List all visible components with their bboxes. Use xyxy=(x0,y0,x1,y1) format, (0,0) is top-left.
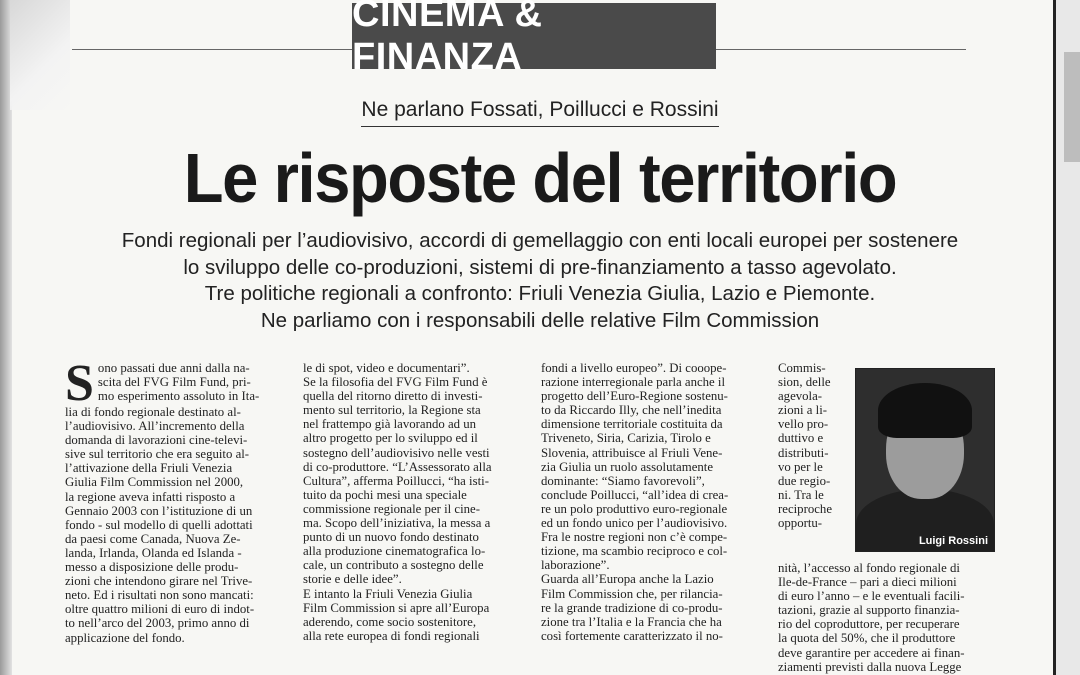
text-line: zioni a li- xyxy=(778,403,828,418)
text-line: fondo - sul modello di quelli adottati xyxy=(65,517,253,532)
text-line: Cultura”, afferma Poillucci, “ha isti- xyxy=(303,473,489,488)
text-line: vo per le xyxy=(778,459,823,474)
text-line: Commis- xyxy=(778,361,826,375)
text-line: Ile-de-France – pari a dieci milioni xyxy=(778,575,957,590)
text-line: conclude Poillucci, “all’idea di crea- xyxy=(541,487,729,502)
text-line: dimensione territoriale costituita da xyxy=(541,417,723,432)
column-1 xyxy=(65,355,287,645)
text-line: distributi- xyxy=(778,445,829,460)
header-rule-left xyxy=(72,49,352,50)
section-banner: CINEMA & FINANZA xyxy=(352,3,716,69)
text-line: zia Giulia un ruolo assolutamente xyxy=(541,459,714,474)
column-2 xyxy=(303,361,525,643)
photo-caption: Luigi Rossini xyxy=(918,535,988,547)
text-line: rio del coproduttore, per recuperare xyxy=(778,617,960,632)
text-line: Gennaio 2003 con l’istituzione di un xyxy=(65,503,253,518)
text-line: tuito da pochi mesi una speciale xyxy=(303,487,467,502)
text-line: mento sul territorio, la Regione sta xyxy=(303,403,481,418)
page-fold xyxy=(10,0,70,110)
headline: Le risposte del territorio xyxy=(183,139,897,217)
text-line: Fra le nostre regioni non c’è compe- xyxy=(541,530,728,545)
text-line: Slovenia, attribuisce al Friuli Vene- xyxy=(541,445,723,460)
text-line: progetto dell’Euro-Regione sostenu- xyxy=(541,389,728,404)
text-line: duttivo e xyxy=(778,431,824,446)
text-line: ni. Tra le xyxy=(778,487,824,502)
column-1-body xyxy=(65,405,287,645)
deck-line: Tre politiche regionali a confronto: Friuli Venezia Giulia, Lazio e Piemonte. xyxy=(204,282,876,305)
text-line: l’audiovisivo. All’incremento della xyxy=(65,419,245,434)
text-line: ono passati due anni dalla na- xyxy=(97,361,250,375)
text-line: altro progetto per lo sviluppo ed il xyxy=(303,431,478,446)
text-line: agevola- xyxy=(778,389,823,404)
text-line: la quota del 50%, che il produttore xyxy=(778,631,956,646)
text-line: mo esperimento assoluto in Ita- xyxy=(97,389,260,404)
text-line: scita del FVG Film Fund, pri- xyxy=(97,375,251,390)
text-line: da paesi come Canada, Nuova Ze- xyxy=(65,531,241,546)
text-line: sive sul territorio che era seguito al- xyxy=(65,447,250,462)
text-line: ed un fondo unico per l’audiovisivo. xyxy=(541,516,728,531)
header-rule-right xyxy=(716,49,966,50)
text-line: sostegno dell’audiovisivo nelle vesti xyxy=(303,445,490,460)
text-line: opportu- xyxy=(778,516,823,531)
text-line: alla produzione cinematografica lo- xyxy=(303,544,486,559)
text-line: due regio- xyxy=(778,473,831,488)
text-line: re la grande tradizione di co-produ- xyxy=(541,600,723,615)
text-line: le di spot, video e documentari”. xyxy=(303,361,470,375)
text-line: di euro l’anno – e le eventuali facili- xyxy=(778,589,965,604)
text-line: lia di fondo regionale destinato al- xyxy=(65,405,241,419)
text-line: l’attivazione della Friuli Venezia xyxy=(65,461,233,476)
text-line: aderendo, come socio sostenitore, xyxy=(303,614,477,629)
photo-hair xyxy=(878,383,972,438)
text-line: Giulia Film Commission nel 2000, xyxy=(65,475,244,490)
text-line: la regione aveva infatti risposto a xyxy=(65,489,236,504)
deck xyxy=(50,228,1030,334)
kicker xyxy=(0,98,1080,127)
text-line: dominante: “Siamo favorevoli”, xyxy=(541,473,705,488)
text-line: sion, delle xyxy=(778,375,831,390)
deck-line: Fondi regionali per l’audiovisivo, accordi di gemellaggio con enti locali europei per sostenere xyxy=(121,229,959,252)
text-line: neto. Ed i risultati non sono mancati: xyxy=(65,588,254,603)
column-4-narrow xyxy=(778,361,850,530)
text-line: punto di un nuovo fondo destinato xyxy=(303,530,479,545)
text-line: zioni che intendono girare nel Trive- xyxy=(65,574,253,589)
text-line: storie e delle idee”. xyxy=(303,572,402,587)
text-line: deve garantire per accedere ai finan- xyxy=(778,645,965,660)
text-line: laborazione”. xyxy=(541,558,610,573)
kicker-text: Ne parlano Fossati, Poillucci e Rossini xyxy=(361,98,718,127)
portrait-photo xyxy=(855,368,995,552)
text-line: oltre quattro milioni di euro di indot- xyxy=(65,602,255,617)
text-line: razione interregionale parla anche il xyxy=(541,375,726,390)
text-line: così fortemente caratterizzato il no- xyxy=(541,628,723,643)
text-line: Film Commission che, per rilancia- xyxy=(541,586,723,601)
text-line: reciproche xyxy=(778,501,832,516)
text-line: tazioni, grazie al supporto finanzia- xyxy=(778,603,960,618)
text-line: re un polo produttivo euro-regionale xyxy=(541,501,728,516)
text-line: ma. Scopo dell’iniziativa, la messa a xyxy=(303,516,491,531)
text-line: zione tra l’Italia e la Francia che ha xyxy=(541,614,722,629)
deck-line: lo sviluppo delle co-produzioni, sistemi di pre-finanziamento a tasso agevolato. xyxy=(183,255,897,279)
text-line: Guarda all’Europa anche la Lazio xyxy=(541,572,714,587)
column-4-body xyxy=(778,561,993,674)
drop-cap: S xyxy=(65,355,94,412)
deck-line: Ne parliamo con i responsabili delle relative Film Commission xyxy=(260,308,820,332)
text-line: ziamenti previsti dalla nuova Legge xyxy=(778,659,962,674)
text-line: di co-produttore. “L’Assessorato alla xyxy=(303,459,492,474)
text-line: commissione regionale per il cine- xyxy=(303,501,480,516)
text-line: landa, Irlanda, Olanda ed Islanda - xyxy=(65,545,242,560)
text-line: vello pro- xyxy=(778,417,829,432)
text-line: Se la filosofia del FVG Film Fund è xyxy=(303,375,488,390)
text-line: Film Commission si apre all’Europa xyxy=(303,600,490,615)
text-line: applicazione del fondo. xyxy=(65,630,185,645)
text-line: to da Riccardo Illy, che nell’inedita xyxy=(541,403,722,418)
text-line: Triveneto, Siria, Carizia, Tirolo e xyxy=(541,431,711,446)
text-line: nel frattempo già lavorando ad un xyxy=(303,417,477,432)
text-line: nità, l’accesso al fondo regionale di xyxy=(778,561,960,575)
text-line: quella del ritorno diretto di investi- xyxy=(303,389,483,404)
text-line: fondi a livello europeo”. Di cooope- xyxy=(541,361,727,375)
column-3 xyxy=(541,361,763,643)
text-line: alla rete europea di fondi regionali xyxy=(303,628,480,643)
text-line: tizione, ma scambio reciproco e col- xyxy=(541,544,728,559)
text-line: E intanto la Friuli Venezia Giulia xyxy=(303,586,473,601)
text-line: messo a disposizione delle produ- xyxy=(65,560,239,575)
text-line: cale, un contributo a sostegno delle xyxy=(303,558,484,573)
text-line: domanda di lavorazioni cine-televi- xyxy=(65,433,248,448)
text-line: to nell’arco del 2003, primo anno di xyxy=(65,616,250,631)
